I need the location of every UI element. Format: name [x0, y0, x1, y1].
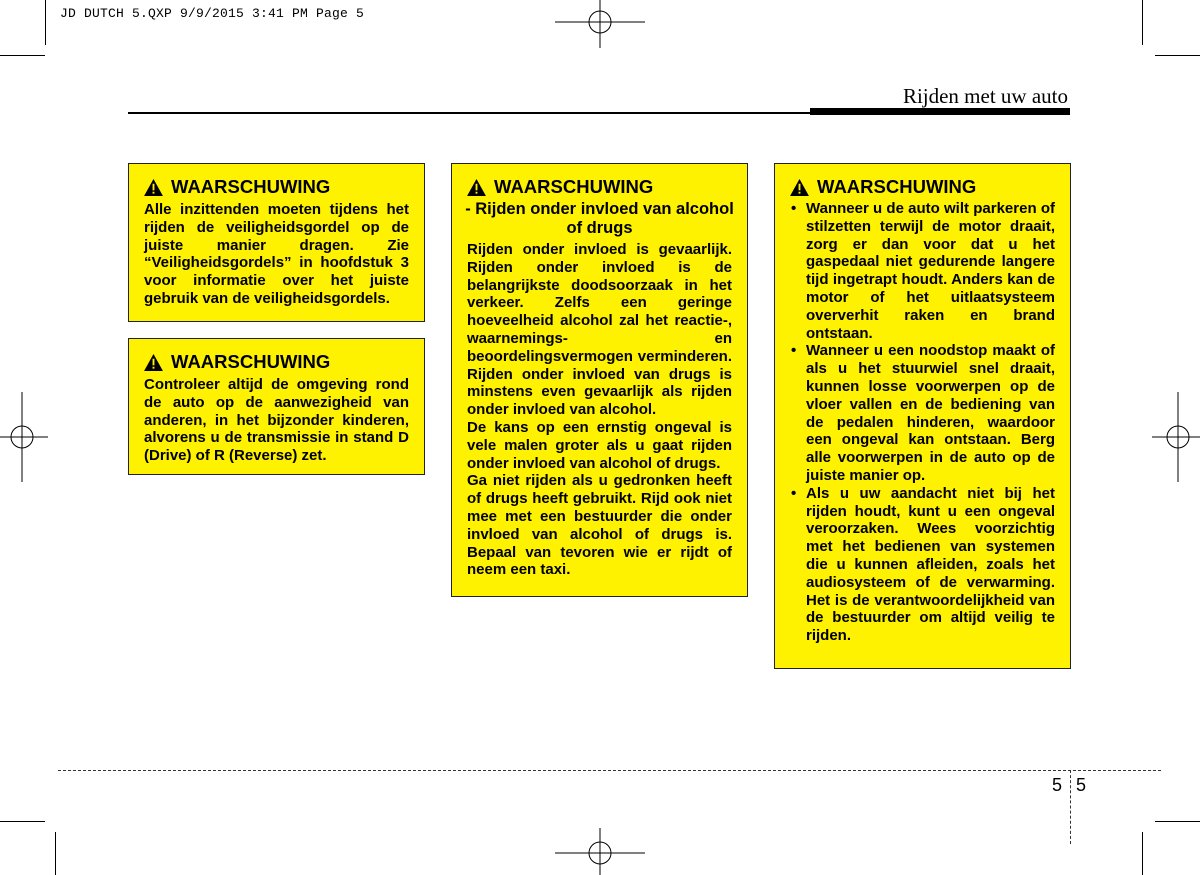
registration-mark-right — [1152, 392, 1200, 482]
warning-paragraph: Ga niet rijden als u gedronken heeft of drugs heeft gebruikt. Rijd ook niet mee met een bestuurder die onder invloed van alcohol of drugs is. Bepaal van tevoren wie er rijdt of neem een taxi. — [467, 472, 732, 579]
warning-triangle-icon — [467, 179, 486, 196]
warning-heading-label: WAARSCHUWING — [171, 351, 331, 372]
header-rule-thick — [810, 108, 1070, 115]
footer-dashed-rule — [58, 770, 1161, 771]
crop-mark — [1142, 0, 1143, 45]
chapter-number: 5 — [1052, 775, 1063, 795]
print-slug: JD DUTCH 5.QXP 9/9/2015 3:41 PM Page 5 — [60, 6, 365, 21]
section-title: Rijden met uw auto — [902, 84, 1068, 108]
list-item-text: Wanneer u een noodstop maakt of als u het stuurwiel snel draait, kunnen losse voorwerpen op de vloer vallen en de bediening van de pedalen hinderen, waardoor een ongeval kan ontstaan. Berg alle voorwerpen in de auto op de juiste manier op. — [806, 342, 1055, 484]
warning-paragraph: Rijden onder invloed is gevaarlijk. Rijden onder invloed is de belangrijkste doodsoorzaak in het verkeer. Zelfs een geringe hoeveelheid alcohol zal het reactie-, waarnemings- en beoordelingsvermogen verminderen. Rijden onder invloed van drugs is minstens even gevaarlijk als rijden onder invloed van alcohol. — [467, 241, 732, 419]
warning-heading-label: WAARSCHUWING — [817, 176, 977, 197]
warning-heading-label: WAARSCHUWING — [494, 176, 654, 197]
crop-mark — [0, 55, 45, 56]
warning-heading — [790, 176, 1060, 198]
crop-mark — [45, 0, 46, 45]
warning-triangle-icon — [790, 179, 809, 196]
crop-mark — [1155, 55, 1200, 56]
header-rule — [128, 112, 810, 114]
warning-heading — [467, 176, 737, 198]
list-item — [790, 485, 1055, 645]
bullet-icon: • — [791, 342, 797, 360]
list-item-text: Wanneer u de auto wilt parkeren of stilzetten terwijl de motor draait, zorg er dan voor dat u het gaspedaal niet gedurende langere tijd ingetrapt houdt. Anders kan de motor of het uitlaatsysteem oververhit raken en brand ontstaan. — [806, 200, 1055, 342]
registration-mark-left — [0, 392, 48, 482]
bullet-icon: • — [791, 484, 797, 502]
crop-mark — [1155, 821, 1200, 822]
warning-triangle-icon — [144, 354, 163, 371]
warning-text: Alle inzittenden moeten tijdens het rijden de veiligheidsgordel op de juiste manier dragen. Zie “Veiligheidsgordels” in hoofdstuk 3 voor informatie over het juiste gebruik van de veiligheidsgordels. — [144, 201, 409, 307]
warning-heading — [144, 176, 414, 198]
warning-subheading: - Rijden onder invloed van alcohol of drugs — [465, 200, 734, 237]
warning-text: Controleer altijd de omgeving rond de auto op de aanwezigheid van anderen, in het bijzonder kinderen, alvorens u de transmissie in stand D (Drive) of R (Reverse) zet. — [144, 376, 409, 465]
warning-box-alcohol-drugs — [451, 163, 748, 597]
crop-mark — [0, 821, 45, 822]
warning-heading-label: WAARSCHUWING — [171, 176, 331, 197]
warning-paragraph: De kans op een ernstig ongeval is vele malen groter als u gaat rijden onder invloed van alcohol of drugs. — [467, 418, 732, 472]
list-item — [790, 342, 1055, 484]
crop-mark — [1142, 832, 1143, 875]
list-item-text: Als u uw aandacht niet bij het rijden houdt, kunt u een ongeval veroorzaken. Wees voorzichtig met het bedienen van systemen die u kunnen afleiden, zoals het audiosysteem of de verwarming. Het is de verantwoordelijkheid van de bestuurder om altijd veilig te rijden. — [806, 484, 1055, 645]
warning-box-seatbelts — [128, 163, 425, 322]
crop-mark — [55, 832, 56, 875]
warning-triangle-icon — [144, 179, 163, 196]
warning-box-surroundings — [128, 338, 425, 475]
list-item — [790, 200, 1055, 342]
registration-mark-top — [555, 0, 645, 48]
warning-bullet-list — [785, 200, 1060, 645]
registration-mark-bottom — [555, 828, 645, 875]
warning-box-driving-safety — [774, 163, 1071, 669]
footer-dashed-divider — [1070, 770, 1071, 844]
warning-heading — [144, 351, 414, 373]
bullet-icon: • — [791, 200, 797, 217]
page-number: 5 — [1076, 775, 1087, 795]
